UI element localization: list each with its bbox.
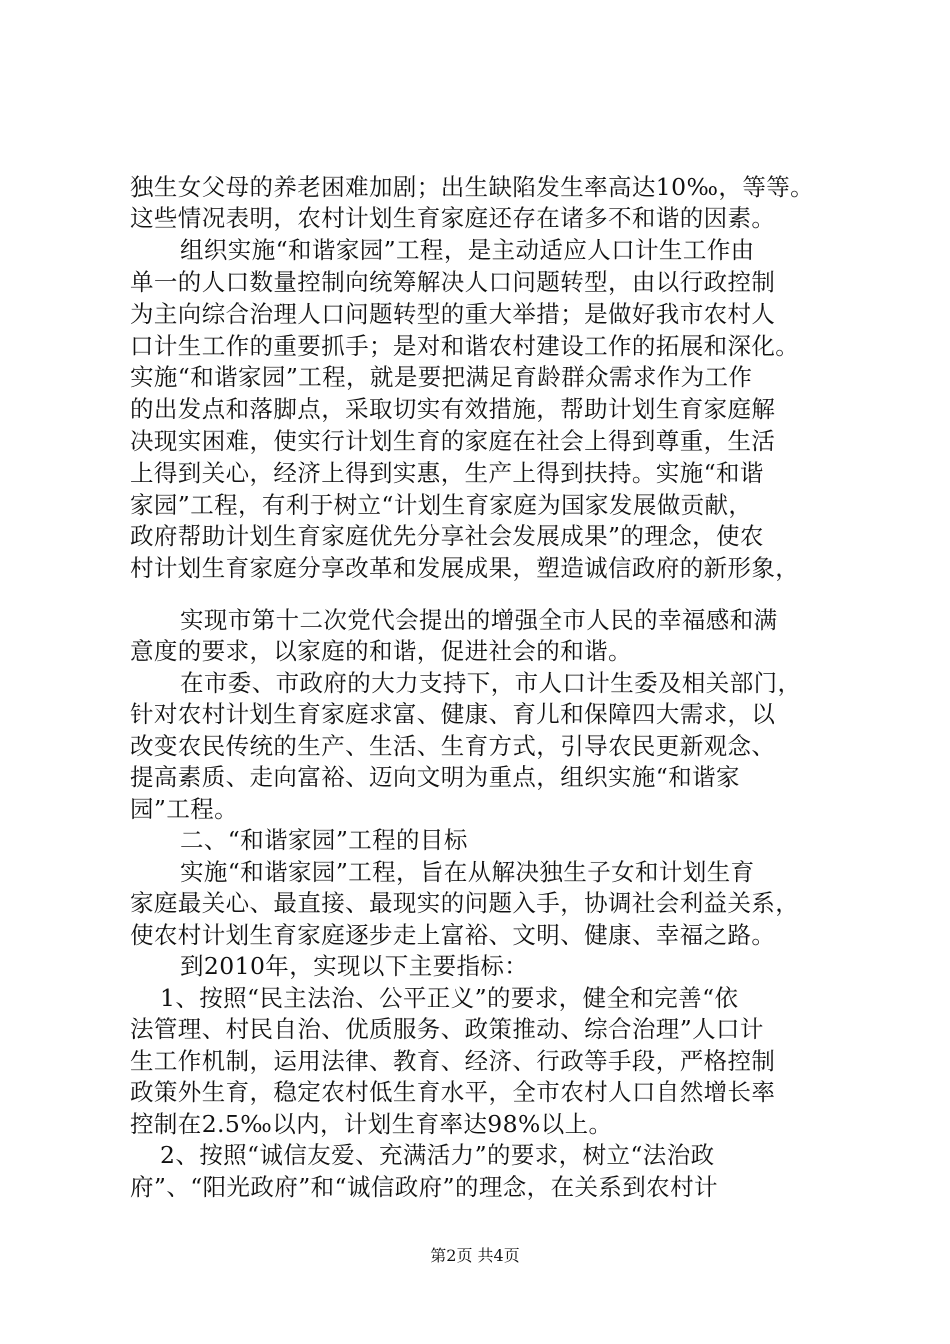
text-line: 提高素质、走向富裕、迈向文明为重点，组织实施“和谐家	[130, 763, 740, 791]
text-line: 这些情况表明，农村计划生育家庭还存在诸多不和谐的因素。	[130, 204, 776, 232]
text-line: 到2010年，实现以下主要指标：	[180, 952, 529, 980]
text-line: 家园”工程，有利于树立“计划生育家庭为国家发展做贡献，	[130, 491, 753, 519]
text-line: 实施“和谐家园”工程，就是要把满足育龄群众需求作为工作	[130, 363, 753, 391]
text-line: 在市委、市政府的大力支持下，市人口计生委及相关部门，	[180, 669, 802, 697]
text-line: 政策外生育，稳定农村低生育水平，全市农村人口自然增长率	[130, 1078, 776, 1106]
text-line: 使农村计划生育家庭逐步走上富裕、文明、健康、幸福之路。	[130, 921, 776, 949]
text-line: 1、按照“民主法治、公平正义”的要求，健全和完善“依	[160, 984, 739, 1012]
text-line: 口计生工作的重要抓手；是对和谐农村建设工作的拓展和深化。	[130, 332, 800, 360]
text-line: 政府帮助计划生育家庭优先分享社会发展成果”的理念，使农	[130, 522, 764, 550]
text-line: 组织实施“和谐家园”工程，是主动适应人口计生工作由	[180, 236, 755, 264]
text-line: 府”、“阳光政府”和“诚信政府”的理念，在关系到农村计	[130, 1173, 718, 1201]
text-line: 为主向综合治理人口问题转型的重大举措；是做好我市农村人	[130, 300, 776, 328]
text-line: 改变农民传统的生产、生活、生育方式，引导农民更新观念、	[130, 732, 776, 760]
text-line: 单一的人口数量控制向统筹解决人口问题转型，由以行政控制	[130, 268, 776, 296]
text-line: 实施“和谐家园”工程，旨在从解决独生子女和计划生育	[180, 858, 755, 886]
text-line: 上得到关心，经济上得到实惠，生产上得到扶持。实施“和谐	[130, 459, 764, 487]
section-heading: 二、“和谐家园”工程的目标	[180, 826, 468, 854]
page-number-footer: 第2页 共4页	[430, 1246, 520, 1265]
text-line: 控制在2.5‰以内，计划生育率达98%以上。	[130, 1110, 613, 1138]
text-line: 实现市第十二次党代会提出的增强全市人民的幸福感和满	[180, 606, 778, 634]
text-line: 独生女父母的养老困难加剧；出生缺陷发生率高达10‰，等等。	[130, 173, 815, 201]
text-line: 的出发点和落脚点，采取切实有效措施，帮助计划生育家庭解	[130, 395, 776, 423]
text-line: 决现实困难，使实行计划生育的家庭在社会上得到尊重，生活	[130, 427, 776, 455]
text-line: 生工作机制，运用法律、教育、经济、行政等手段，严格控制	[130, 1047, 776, 1075]
text-line: 意度的要求，以家庭的和谐，促进社会的和谐。	[130, 637, 632, 665]
text-line: 2、按照“诚信友爱、充满活力”的要求，树立“法治政	[160, 1141, 715, 1169]
text-line: 村计划生育家庭分享改革和发展成果，塑造诚信政府的新形象，	[130, 554, 800, 582]
text-line: 家庭最关心、最直接、最现实的问题入手，协调社会利益关系，	[130, 889, 800, 917]
text-line: 园”工程。	[130, 795, 239, 823]
text-line: 法管理、村民自治、优质服务、政策推动、综合治理”人口计	[130, 1015, 764, 1043]
text-line: 针对农村计划生育家庭求富、健康、育儿和保障四大需求，以	[130, 700, 776, 728]
